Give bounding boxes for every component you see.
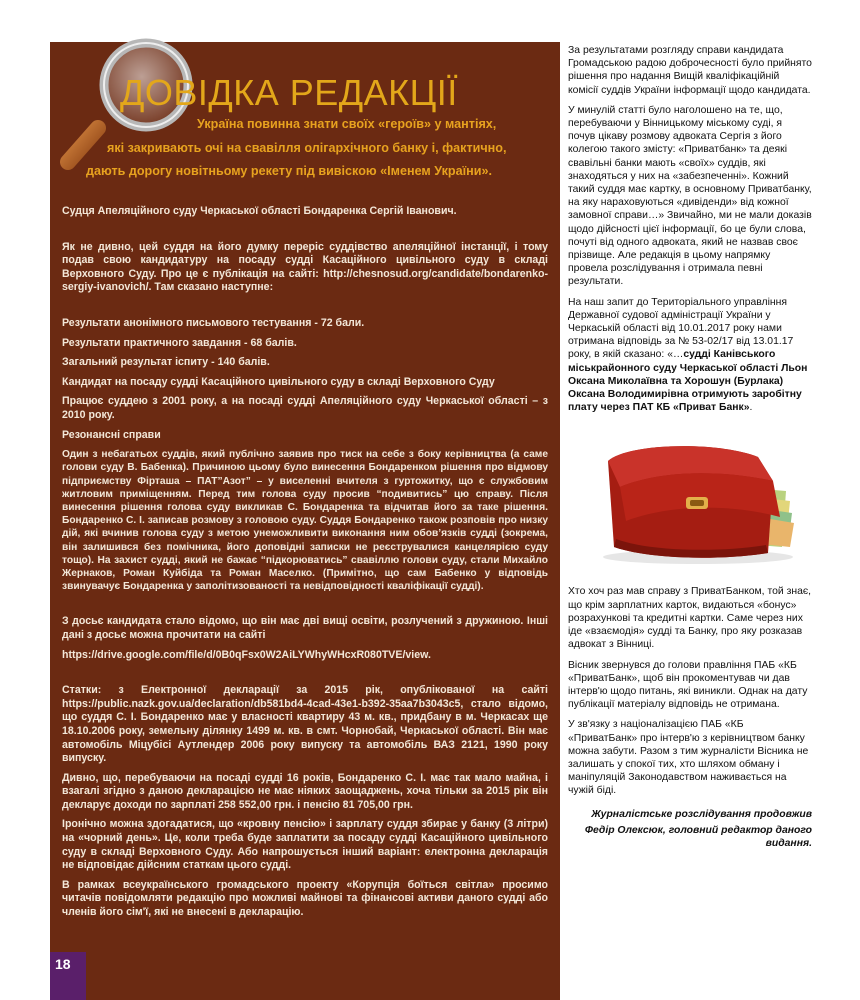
author-signature: Федір Олексюк, головний редактор даного видання. (584, 824, 812, 849)
article-paragraph: Як не дивно, цей суддя на його думку переріс суддівство апеляційної інстанції, і тому подав свою кандидатуру на посаду судді Касаційного цивільного суду в складі Верховного Суду. Про це є публікація на сайті: http://chesnosud.org/candidate/bondarenko-sergiy-ivanovich/. Там сказано наступне: (62, 240, 548, 294)
article-paragraph: В рамках всеукраїнського громадського проекту «Корупція боїться світла» просимо читачів повідомляти редакцію про можливі майнові та фінансові активи даного судді або членів його сім'ї, які не внесені в декларацію. (62, 878, 548, 919)
highlighted-quote: судді Канівського міськрайонного суду Черкаської області Льон Оксана Миколаївна та Хорошун (Бурлака) Оксана Володимирівна отримують заробітну плату через ПАТ КБ «Приват Банк» (568, 349, 808, 414)
headline-line-2: які закривають очі на свавілля олігархічного банку і, фактично, (107, 141, 507, 155)
right-column (568, 44, 812, 853)
article-paragraph: Один з небагатьох суддів, який публічно заявив про тиск на себе з боку керівництва (а саме голови суду В. Бабенка). Причиною цьому було винесення Бондаренком рішення про відмову підприємству Фірташа – ПАТ”Азот” – у виселенні вчителя з гуртожитку, що є службовим житловим приміщенням. Перед тим голова суду просив “подивитись” цю справу. Після винесення рішення голова суду викликав С. Бондаренка та відчитав його за таке рішення. Бондаренко С. І. записав розмову з головою суду. Суддя Бондаренко також розповів про низку дій, які вчинив голова суду з метою унеможливити виконання ним обов’язків судді (зокрема, він залишився без помічника, його доповідні записки не реєструвалися канцелярією суду тощо). На захист судді, який не бажає “підкорюватись” свавіллю голови суду, стали Михайло Жернаков, Роман Куйбіда та Роман Маселко. (Примітно, що сам Бабенко у відповідь звинувачує Бондаренка у заполітизованості та невідповідності кваліфікації судді). (62, 449, 548, 593)
headline-line-1: Україна повинна знати своїх «героїв» у мантіях, (197, 117, 497, 131)
column-paragraph: За результатами розгляду справи кандидата Громадською радою доброчесності було прийнято рішення про надання Вищій кваліфікаційній комісії суддів України інформації щодо кандидата. (568, 45, 812, 96)
dossier-link[interactable]: https://drive.google.com/file/d/0B0qFsx0W2AiLYWhyWHcxR080TVE/view. (62, 648, 431, 661)
article-body (62, 205, 548, 926)
article-paragraph: Кандидат на посаду судді Касаційного цивільного суду в складі Верховного Суду (62, 375, 495, 388)
article-paragraph: Результати анонімного письмового тестування - 72 бали. (62, 316, 365, 329)
page-title: ДОВІДКА РЕДАКЦІЇ (120, 72, 458, 113)
signature-line: Журналістське розслідування продовжив (591, 808, 812, 820)
wallet-image (568, 421, 812, 571)
column-paragraph: Вісник звернувся до голови правління ПАБ «КБ «ПриватБанк», щоб він прокоментував чи дав інтерв'ю щодо питань, які виникли. Однак на дату публікації матеріалу відповідь не отримана. (568, 659, 808, 711)
article-paragraph: Дивно, що, перебуваючи на посаді судді 16 років, Бондаренко С. І. має так мало майна, і взагалі згідно з даною декларацією не має ніяких заощаджень, хоча тільки за 2015 рік він декларує доходи по зарплаті 258 552,00 грн. і пенсію 81 705,00 грн. (62, 771, 548, 811)
article-paragraph: Статки: з Електронної декларації за 2015 рік, опублікованої на сайті https://public.nazk.gov.ua/declaration/db581bd4-4cad-43e1-b392-35aa7b3043c5, стало відомо, що суддя С. І. Бондаренко має у власності квартиру 43 м. кв., придбану в м. Черкасах ще 18.10.2006 року, земельну ділянку 1499 м. кв. в смт. Чорнобай, Черкаської області. Він має автомобіль Міцубісі Аутлендер 2006 року випуску та автомобіль ВАЗ 2121, 1990 року випуску. (62, 684, 548, 765)
article-paragraph: З досьє кандидата стало відомо, що він має дві вищі освіти, розлучений з дружиною. Інші дані з досьє можна прочитати на сайті (62, 615, 548, 641)
column-paragraph: Хто хоч раз мав справу з ПриватБанком, той знає, що крім зарплатних карток, видаються «бонус» розрахункові та кредитні картки. Саме через них іде «взаємодія» судді та Банку, про яку розказав адвокат з Вінниці. (568, 586, 812, 651)
article-paragraph: Працює суддею з 2001 року, а на посаді судді Апеляційного суду Черкаської області – з 2010 року. (62, 395, 548, 421)
headline-line-3: дають дорогу новітньому рекету під вивіскою «Іменем України». (86, 164, 492, 178)
page-number: 18 (50, 952, 86, 1000)
article-paragraph: Загальний результат іспиту - 140 балів. (62, 356, 270, 369)
article-paragraph: Судця Апеляційного суду Черкаської області Бондаренка Сергій Іванович. (62, 205, 457, 217)
column-paragraph: На наш запит до Територіального управління Державної судової адміністрації України у Черкаській області від 10.01.2017 року нами отримана відповідь за № 53-02/17 від 13.01.17 року, в якій сказано: «…судді Канівського міськрайонного суду Черкаської області Льон Оксана Миколаївна та Хорошун (Бурлака) Оксана Володимирівна отримують заробітну плату через ПАТ КБ «Приват Банк». (568, 296, 808, 414)
column-paragraph: У минулій статті було наголошено на те, що, перебуваючи у Вінницькому міському суді, я почув цікаву розмову адвоката Сергія з його колегою такого змісту: «Приватбанк» та деякі свавільні банки мають «своїх» суддів, які знаходяться у них на «забезпеченні». Кожний такий суддя має картку, в основному Приватбанку, на яку нараховуються «дивіденди» від кожної замовної справи…» Звичайно, ми не мали доказів щодо дійсності цієї інформації, бо це були слова, почуті від одного адвоката, який не назвав своє прізвище. Але редакція в цьому напрямку провела розслідування і отримала певні результати. (568, 104, 812, 288)
section-heading: Резонансні справи (62, 428, 161, 441)
column-paragraph: У зв'язку з націоналізацією ПАБ «КБ «ПриватБанк» про інтерв'ю з керівництвом банку можна забути. Разом з тим журналісти Вісника не залишать у спокої тих, хто шляхом обману і маніпуляцій Законодавством наживається на чужій біді. (568, 719, 809, 797)
article-paragraph: Результати практичного завдання - 68 балів. (62, 336, 297, 349)
article-paragraph: Іронічно можна здогадатися, що «кровну пенсію» і зарплату суддя збирає у банку (3 літри) на «чорний день». Це, коли треба буде заплатити за посаду судді Касаційного цивільного суду в складі Верховного Суду. Або напрошується інший варіант: електронна декларація не відповідає дійсним статкам цього судді. (62, 818, 548, 872)
